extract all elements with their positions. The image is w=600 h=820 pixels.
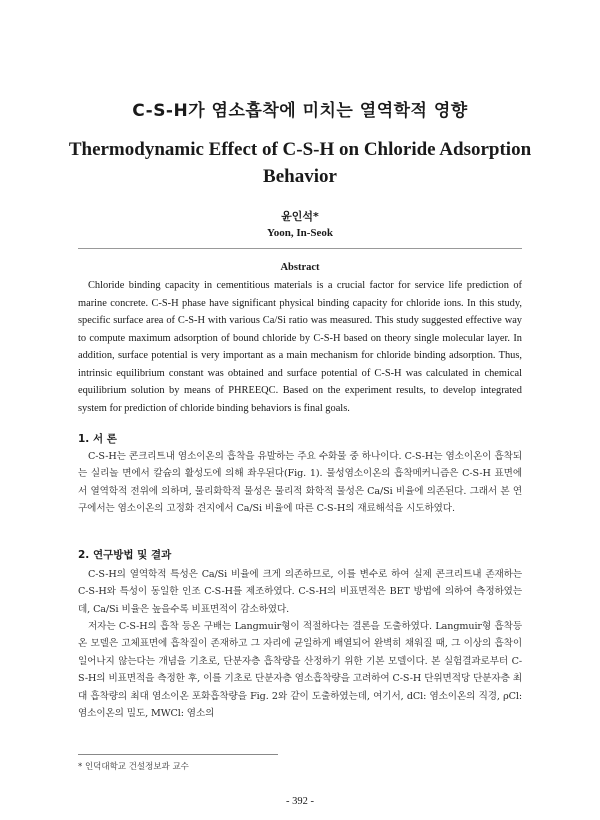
section-2-heading: 2. 연구방법 및 결과 — [78, 549, 172, 561]
abstract-heading: Abstract — [280, 262, 320, 273]
section-1-heading: 1. 서 론 — [78, 433, 117, 445]
section-1-paragraph: C-S-H는 콘크리트내 염소이온의 흡착을 유발하는 주요 수화물 중 하나이다. C-S-H는 염소이온이 흡착되는 실리놀 면에서 칼슘의 활성도에 의해 좌우된다(Fig. 1). 물성염소이온의 흡착메커니즘은 C-S-H 표면에서 열역학적 전위에 의하며, 물리화학적 물성은 물리적 화학적 물성은 Ca/Si 비율에 의존된다. 그래서 본 연구에서는 염소이온의 고정화 견지에서 Ca/Si 비율에 따른 C-S-H의 재료해석을 시도하였다. — [78, 451, 522, 515]
page-number: - 392 - — [286, 796, 314, 807]
abstract-text: Chloride binding capacity in cementitious materials is a crucial factor for service life prediction of marine concrete. C-S-H phase have significant physical binding capacity for chloride ions. In this study, specific surface area of C-S-H with various Ca/Si ratio was measured. This study suggested effective way to compute maximum adsorption of bound chloride by C-S-H based on theory single molecular layer. In addition, surface potential is very important as a main mechanism for chloride binding adsorption. Thus, intrinsic equilibrium constant was obtained and surface potential of C-S-H was calculated in chemical equilibrium solution by means of PHREEQC. Based on the experiment results, to develop integrated system for prediction of chloride binding behaviors is final goals. — [78, 280, 522, 414]
title-english: Thermodynamic Effect of C-S-H on Chloride Adsorption Behavior — [68, 139, 532, 187]
header-divider — [78, 248, 522, 249]
author-korean: 윤인석* — [281, 210, 319, 223]
footnote: * 인덕대학교 건설정보과 교수 — [78, 762, 189, 772]
title-korean: C-S-H가 염소흡착에 미치는 열역학적 영향 — [132, 101, 468, 121]
footnote-divider — [78, 754, 278, 755]
section-2-paragraph-1: C-S-H의 열역학적 특성은 Ca/Si 비율에 크게 의존하므로, 이를 변수로 하여 실제 콘크리트내 존재하는 C-S-H와 특성이 동일한 인조 C-S-H를 제조하였다. C-S-H의 비표면적은 BET 방법에 의하여 측정하였는데, Ca/Si 비율은 높을수록 비표면적이 감소하였다. — [78, 569, 522, 615]
section-2-paragraph-2: 저자는 C-S-H의 흡착 등온 구배는 Langmuir형이 적절하다는 결론을 도출하였다. Langmuir형 흡착등온 모델은 고체표면에 흡착질이 존재하고 그 자리에 균일하게 배열되어 완벽히 채워질 때, 그 이상의 흡착이 일어나지 않는다는 개념을 기초로, 단분자층 흡착량을 산정하기 위한 기본 모델이다. 본 실험결과로부터 C-S-H의 비표면적을 측정한 후, 이를 기초로 단분자층 염소흡착량을 고려하여 C-S-H 단위면적당 단분자층 최대 흡착량의 최대 염소이온 포화흡착량을 Fig. 2와 같이 도출하였는데, 여기서, dCl: 염소이온의 직경, ρCl: 염소이온의 밀도, MWCl: 염소의 — [78, 621, 522, 720]
author-english: Yoon, In-Seok — [266, 227, 334, 239]
